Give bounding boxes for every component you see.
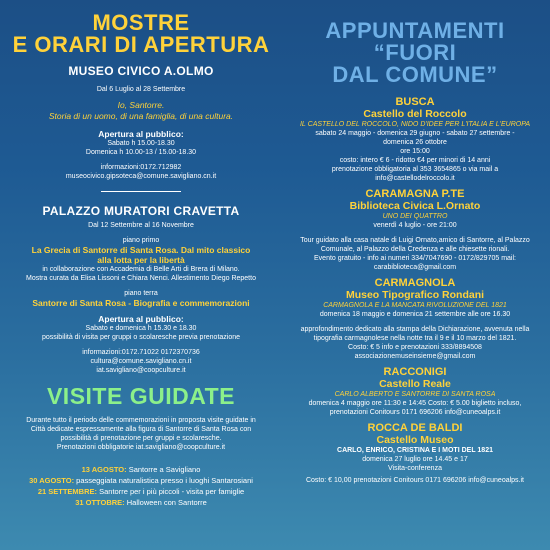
carmagnola-line: Costo: € 5 info e prenotazioni 333/8894508 (348, 344, 482, 351)
racconigi-line: prenotazioni Conitours 0171 696206 info@cuneoalps.it (329, 409, 501, 416)
museo-phone: informazioni:0172.712982 (100, 164, 182, 171)
event-date: 21 SETTEMBRE: (37, 487, 98, 496)
museo-name: MUSEO CIVICO A.OLMO (68, 64, 214, 78)
palazzo-section (6, 204, 276, 375)
palazzo-email-2: iat.savigliano@coopculture.it (96, 367, 186, 374)
palazzo-dates: Dal 12 Settembre al 16 Novembre (88, 222, 194, 229)
busca-line: prenotazione obbligatoria al 353 3654865 o via mail a (331, 166, 499, 173)
racconigi-location: RACCONIGI (383, 366, 447, 378)
carmagnola-line: tipografia carmagnolese nella notte tra il 9 e il 10 marzo del 1821. (313, 335, 517, 342)
museo-tagline-2: Storia di un uomo, di una famiglia, di una cultura. (48, 111, 234, 121)
carmagnola-email: associazionemuseinsieme@gmail.com (354, 353, 476, 360)
rocca-location: ROCCA DE BALDI (367, 422, 463, 434)
caramagna-line: Evento gratuito - info ai numeri 334/7047690 - 0172/829705 mail: (314, 255, 516, 262)
carmagnola-subtitle: CARMAGNOLA E LA MANCATA RIVOLUZIONE DEL 1821 (323, 302, 507, 309)
museo-tagline: Io, Santorre. (117, 100, 165, 110)
museo-dates: Dal 6 Luglio al 28 Settembre (96, 86, 186, 93)
event-text: Santorre a Savigliano (126, 465, 201, 474)
carmagnola-line: approfondimento dedicato alla stampa della Dichiarazione, avvenuta nella (300, 326, 530, 333)
carmagnola-venue: Museo Tipografico Rondani (345, 289, 485, 301)
palazzo-hours-1: Sabato e domenica h 15.30 e 18.30 (85, 325, 197, 332)
palazzo-floor-1: piano primo (122, 237, 160, 244)
left-column (6, 12, 276, 508)
museo-hours-1: Sabato h 15.00-18.30 (107, 140, 175, 147)
palazzo-collab-2: Mostra curata da Elisa Lissoni e Chiara Nenci. Allestimento Diego Repetto (26, 275, 256, 282)
racconigi-subtitle: CARLO ALBERTO E SANTORRE DI SANTA ROSA (334, 391, 496, 398)
racconigi-venue: Castello Reale (379, 378, 451, 390)
museo-hours-label: Apertura al pubblico: (98, 129, 184, 139)
visite-text-1: Durante tutto il periodo delle commemorazioni in proposta visite guidate in (26, 417, 256, 424)
caramagna-subtitle: UNO DEI QUATTRO (382, 213, 448, 220)
event-text: Halloween con Santorre (124, 498, 207, 507)
palazzo-expo-2: Santorre di Santa Rosa - Biografia e commemorazioni (32, 298, 250, 308)
appointments-title: APPUNTAMENTI “FUORI DAL COMUNE” (325, 18, 505, 87)
caramagna-email: carabiblioteca@gmail.com (373, 264, 457, 271)
carmagnola-section (286, 277, 544, 361)
museo-hours-2: Domenica h 10.00-13 / 15.00-18.30 (85, 149, 197, 156)
caramagna-line: Tour guidato alla casa natale di Luigi Ornato,amico di Santorre, al Palazzo (300, 237, 530, 244)
racconigi-section (286, 366, 544, 417)
event-date: 30 AGOSTO: (29, 476, 75, 485)
palazzo-expo-1-line-2: alla lotta per la libertà (97, 255, 185, 265)
visite-text-3: possibilità di prenotazione per gruppi e scolaresche. (60, 435, 222, 442)
visite-title: VISITE GUIDATE (46, 383, 236, 409)
palazzo-hours-2: possibilità di visita per gruppi o scolaresche previa prenotazione (41, 334, 241, 341)
busca-line: ore 15:00 (400, 148, 430, 155)
busca-line: sabato 24 maggio - domenica 29 giugno - sabato 27 settembre - (315, 130, 515, 137)
exhibitions-title: MOSTRE E ORARI DI APERTURA (12, 10, 270, 57)
caramagna-line: venerdì 4 luglio - ore 21:00 (373, 222, 457, 229)
visite-text-4: Prenotazioni obbligatorie iat.savigliano@coopculture.it (56, 444, 226, 451)
event-item (6, 475, 276, 486)
event-date: 13 AGOSTO: (81, 465, 127, 474)
palazzo-floor-2: piano terra (124, 290, 158, 297)
rocca-subtitle: CARLO, ENRICO, CRISTINA E I MOTI DEL 1821 (337, 447, 493, 454)
palazzo-phone: informazioni:0172.71022 0172370736 (82, 349, 200, 356)
event-item (6, 497, 276, 508)
racconigi-line: domenica 4 maggio ore 11:30 e 14:45 Costo: € 5.00 biglietto incluso, (308, 400, 522, 407)
carmagnola-line: domenica 18 maggio e domenica 21 settembre alle ore 16.30 (319, 311, 511, 318)
busca-section (286, 96, 544, 183)
visite-text-2: Città dedicate espressamente alla figura di Santorre di Santa Rosa con (30, 426, 252, 433)
rocca-line: domenica 27 luglio ore 14.45 e 17 (362, 456, 468, 463)
palazzo-hours-label: Apertura al pubblico: (98, 314, 184, 324)
carmagnola-location: CARMAGNOLA (374, 277, 456, 289)
event-date: 31 OTTOBRE: (75, 498, 125, 507)
busca-location: BUSCA (395, 96, 435, 108)
busca-line: domenica 26 ottobre (383, 139, 447, 146)
palazzo-expo-1: La Grecia di Santorre di Santa Rosa. Dal mito classico (31, 245, 251, 255)
caramagna-line: Comunale, al Palazzo della Credenza e alle chiesette rionali. (320, 246, 510, 253)
palazzo-email-1: cultura@comune.savigliano.cn.it (90, 358, 192, 365)
rocca-line: Costo: € 10,00 prenotazioni Conitours 0171 696206 info@cuneoalps.it (305, 477, 525, 484)
museo-civico-section (6, 64, 276, 181)
event-text: Santorre per i più piccoli - visita per famiglie (97, 487, 245, 496)
visite-guidate-section (6, 383, 276, 508)
busca-email: info@castellodelroccolo.it (375, 175, 455, 182)
palazzo-name: PALAZZO MURATORI CRAVETTA (42, 204, 240, 218)
busca-venue: Castello del Roccolo (363, 108, 467, 120)
palazzo-collab-1: in collaborazione con Accademia di Belle Arti di Brera di Milano. (42, 266, 240, 273)
museo-email: museocivico.gipsoteca@comune.savigliano.cn.it (65, 173, 217, 180)
caramagna-location: CARAMAGNA P.TE (365, 188, 465, 200)
busca-line: costo: intero € 6 - ridotto €4 per minori di 14 anni (339, 157, 491, 164)
rocca-line: Visita-conferenza (388, 465, 442, 472)
section-divider (101, 191, 181, 192)
event-text: passeggiata naturalistica presso i luoghi Santarosiani (74, 476, 253, 485)
rocca-section (286, 422, 544, 485)
caramagna-venue: Biblioteca Civica L.Ornato (349, 200, 481, 212)
event-item (6, 486, 276, 497)
right-column (286, 20, 544, 490)
event-item (6, 464, 276, 475)
caramagna-section (286, 188, 544, 272)
rocca-venue: Castello Museo (376, 434, 454, 446)
busca-subtitle: IL CASTELLO DEL ROCCOLO, NIDO D'IDEE PER L'ITALIA E L'EUROPA (299, 121, 531, 128)
